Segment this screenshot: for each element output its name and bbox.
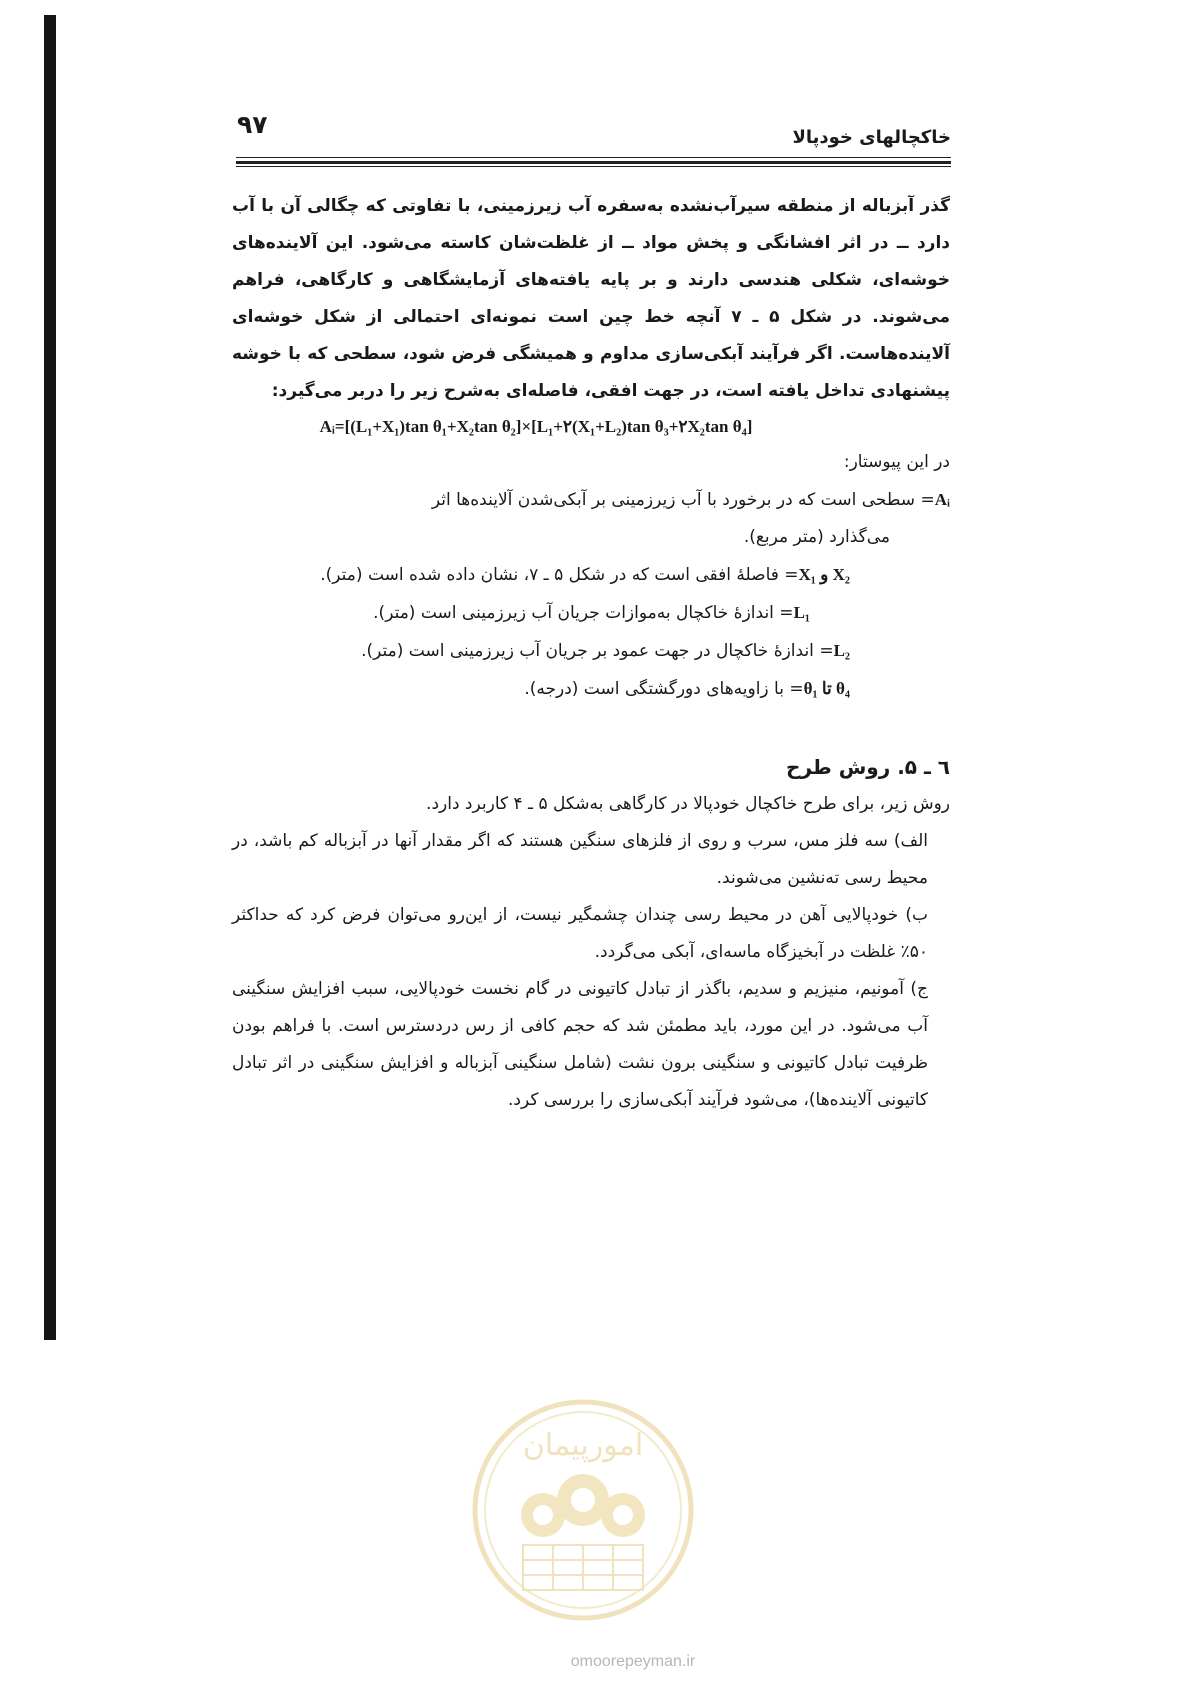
intro-paragraph: گذر آبزباله از منطقه سیرآب‌نشده به‌سفره آب زیرزمینی، با تفاوتی که چگالی آن با آب دارد ــ در اثر افشانگی و پخش مواد ــ از غلظت‌شان کاسته می‌شود. این آلاینده‌های خوشه‌ای، شکلی هندسی دارند و بر پایه یافته‌های آزمایشگاهی و کارگاهی، فراهم می‌شوند. در شکل ۵ ـ ۷ آنچه خط چین است نمونه‌ای احتمالی از شکل خوشه‌ای آلاینده‌هاست. اگر فرآیند آبکی‌سازی مداوم و همیشگی فرض شود، سطحی که با خوشه پیشنهادی تداخل یافته است، در جهت افقی، فاصله‌ای به‌شرح زیر را دربر می‌گیرد:	[232, 196, 950, 401]
definition-symbol: Aᵢ	[934, 490, 950, 509]
definition-text: = با زاویه‌های دورگشتگی است (درجه).	[524, 679, 804, 699]
definitions-intro: در این پیوستار:	[843, 452, 950, 472]
header-rule-thick	[236, 161, 951, 164]
watermark-url: omoorepeyman.ir	[570, 1653, 696, 1670]
area-formula: Aᵢ=[(L₁+X₁)tan θ₁+X₂tan θ₂]×[L₁+۲(X₁+L₂)tan θ₃+۲X₂tan θ₄]	[319, 417, 753, 436]
header-rule-top	[236, 157, 951, 158]
svg-text:امورپیمان: امورپیمان	[522, 1428, 644, 1463]
running-title: خاکچالهای خودپالا	[792, 127, 951, 148]
seal-icon	[468, 1395, 698, 1625]
definition-l1	[232, 594, 950, 632]
definition-text: = سطحی است که در برخورد با آب زیرزمینی بر آبکی‌شدن آلاینده‌ها اثر	[431, 490, 935, 510]
definition-ai-continued	[232, 519, 950, 556]
section-heading: ٦ ـ ۵. روش طرح	[786, 755, 950, 779]
page-body	[232, 188, 950, 1119]
binding-edge	[44, 15, 56, 1340]
definition-text: = اندازهٔ خاکچال به‌موازات جریان آب زیرزمینی است (متر).	[373, 603, 794, 623]
list-item-c: ج) آمونیم، منیزیم و سدیم، باگذر از تبادل کاتیونی در گام نخست خودپالایی، سبب افزایش سنگینی آب می‌شود. در این مورد، باید مطمئن شد که حجم کافی از رس دردسترس است. با فراهم بودن ظرفیت تبادل کاتیونی و سنگینی برون نشت (شامل سنگینی آبزباله و افزایش سنگینی در اثر تبادل کاتیونی آلاینده‌ها)، می‌شود فرآیند آبکی‌سازی را بررسی کرد.	[232, 979, 928, 1110]
definitions-list	[232, 481, 950, 708]
definition-x	[232, 556, 950, 594]
definition-theta	[232, 670, 950, 708]
definition-ai	[232, 481, 950, 519]
definition-l2	[232, 632, 950, 670]
definition-text: می‌گذارد (متر مربع).	[743, 527, 890, 547]
section-intro: روش زیر، برای طرح خاکچال خودپالا در کارگاهی به‌شکل ۵ ـ ۴ کاربرد دارد.	[426, 794, 950, 814]
list-item-b: ب) خودپالایی آهن در محیط رسی چندان چشمگیر نیست، از این‌رو می‌توان فرض کرد که حداکثر ۵۰٪ غلظت در آبخیزگاه ماسه‌ای، آبکی می‌گردد.	[232, 905, 928, 962]
definition-symbol: θ₁ تا θ₄	[803, 679, 850, 698]
definition-symbol: X₁ و X₂	[798, 565, 850, 584]
definition-text: = فاصلهٔ افقی است که در شکل ۵ ـ ۷، نشان داده شده است (متر).	[320, 565, 799, 585]
watermark-seal	[468, 1395, 698, 1625]
header-rule-bottom	[236, 166, 951, 167]
list-item-a: الف) سه فلز مس، سرب و روی از فلزهای سنگین هستند که اگر مقدار آنها در آبزباله کم باشد، در محیط رسی ته‌نشین می‌شوند.	[232, 831, 928, 888]
definition-text: = اندازهٔ خاکچال در جهت عمود بر جریان آب زیرزمینی است (متر).	[361, 641, 834, 661]
definition-symbol: L₁	[793, 603, 810, 622]
definition-symbol: L₂	[833, 641, 850, 660]
page-number: ۹۷	[237, 110, 268, 139]
